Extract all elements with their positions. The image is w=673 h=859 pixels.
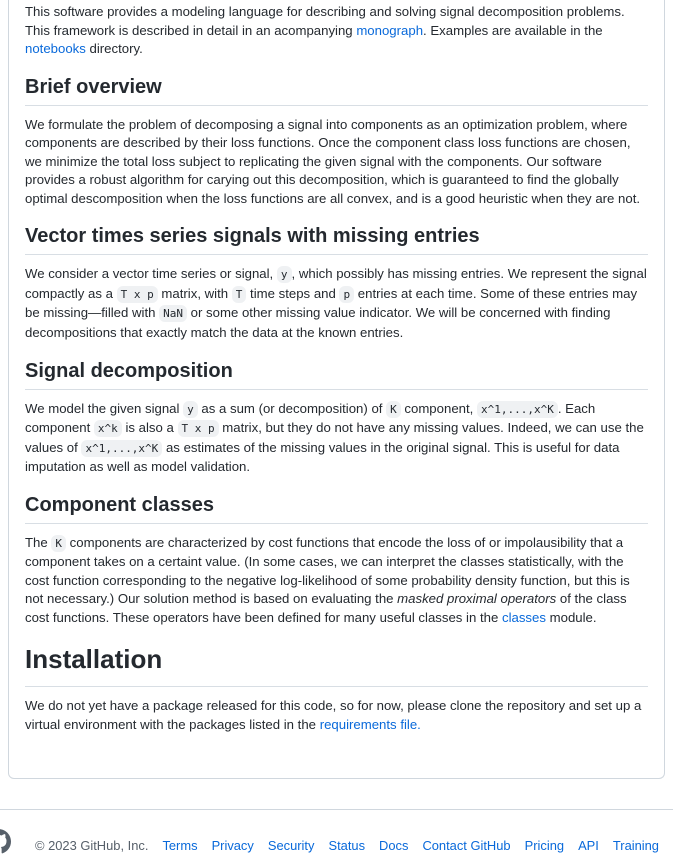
readme-paragraph: We formulate the problem of decomposing a signal into components as an optimization problem, where components are described by their loss functions. Once the component class loss functions are chosen, we minimize the total loss subject to replicating the given signal with the components. Our software provides a robust algorithm for carying out this decomposition, which is guaranteed to find the globally optimal descomposition when the loss functions are all convex, and is a good heuristic when they are not.	[25, 116, 641, 206]
link-monograph[interactable]: monograph	[356, 22, 424, 38]
readme-paragraph: We consider a vector time series or signal, y , which possibly has missing entries. We represent the signal compactly as a T x p matrix, with T time steps and p entries at each time. Some of these entries may be missing—filled with NaN or some other missing value indicator. We will be concerned with finding decompositions that exactly match the data at the known entries.	[25, 266, 647, 341]
section-heading-signal-decomposition: Signal decomposition	[25, 359, 648, 390]
footer-copyright: © 2023 GitHub, Inc.	[35, 837, 149, 853]
github-logo-icon	[0, 829, 11, 854]
readme-paragraph: We model the given signal y as a sum (or decomposition) of K component, x^1,...,x^K . Each component x^k is also a T x p matrix, but they do not have any missing values. Indeed, we can use the values of x^1,...,x^K as estimates of the missing values in the original signal. This is useful for data imputation as well as model validation.	[25, 400, 644, 475]
link-requirements-file[interactable]: requirements file.	[319, 717, 421, 733]
readme-paragraph: We do not yet have a package released for this code, so for now, please clone the repository and set up a virtual environment with the packages listed in the requirements file.	[25, 698, 642, 733]
footer-link-status[interactable]: Status	[328, 837, 366, 853]
readme-container	[8, 0, 665, 779]
inline-code: y	[277, 266, 292, 283]
footer-row	[35, 837, 659, 855]
inline-code: y	[183, 401, 198, 418]
section-heading-installation: Installation	[25, 643, 648, 687]
footer-link-training[interactable]: Training	[612, 837, 659, 853]
inline-code: K	[51, 535, 66, 552]
inline-code: x^1,...,x^K	[477, 401, 558, 418]
footer-link-docs[interactable]: Docs	[379, 837, 409, 853]
link-classes[interactable]: classes	[501, 609, 546, 625]
emphasis-text: masked proximal operators	[397, 591, 557, 607]
inline-code: K	[386, 401, 401, 418]
link-notebooks[interactable]: notebooks	[25, 41, 86, 57]
footer-link-terms[interactable]: Terms	[162, 837, 198, 853]
readme-paragraph: The K components are characterized by cost functions that encode the loss of or impolausibility that a component takes on a certaint value. (In some cases, we can interpret the classes statistically, with the cost function corresponding to the negative log-likelihood of some probability density function, but this is not necessary.) Our solution method is based on evaluating the masked proximal operators of the class cost functions. These operators have been defined for many useful classes in the classes module.	[25, 534, 630, 625]
section-heading-vector-times-series-signals-with-missing-entries: Vector times series signals with missing entries	[25, 224, 648, 255]
footer-link-privacy[interactable]: Privacy	[211, 837, 254, 853]
footer-link-pricing[interactable]: Pricing	[524, 837, 565, 853]
footer-link-api[interactable]: API	[578, 837, 599, 853]
site-footer	[0, 809, 673, 853]
section-heading-component-classes: Component classes	[25, 493, 648, 524]
inline-code: NaN	[159, 305, 187, 322]
section-heading-brief-overview: Brief overview	[25, 75, 648, 106]
inline-code: T x p	[117, 286, 158, 303]
inline-code: x^1,...,x^K	[81, 440, 162, 457]
inline-code: x^k	[94, 420, 122, 437]
readme-body	[25, 3, 648, 735]
footer-link-contact-github[interactable]: Contact GitHub	[422, 837, 511, 853]
inline-code: p	[339, 286, 354, 303]
inline-code: T x p	[178, 420, 219, 437]
inline-code: T	[232, 286, 247, 303]
footer-link-security[interactable]: Security	[267, 837, 315, 853]
readme-paragraph: This software provides a modeling language for describing and solving signal decomposition problems. This framework is described in detail in an acompanying monograph. Examples are available in the notebooks directory.	[25, 4, 625, 57]
